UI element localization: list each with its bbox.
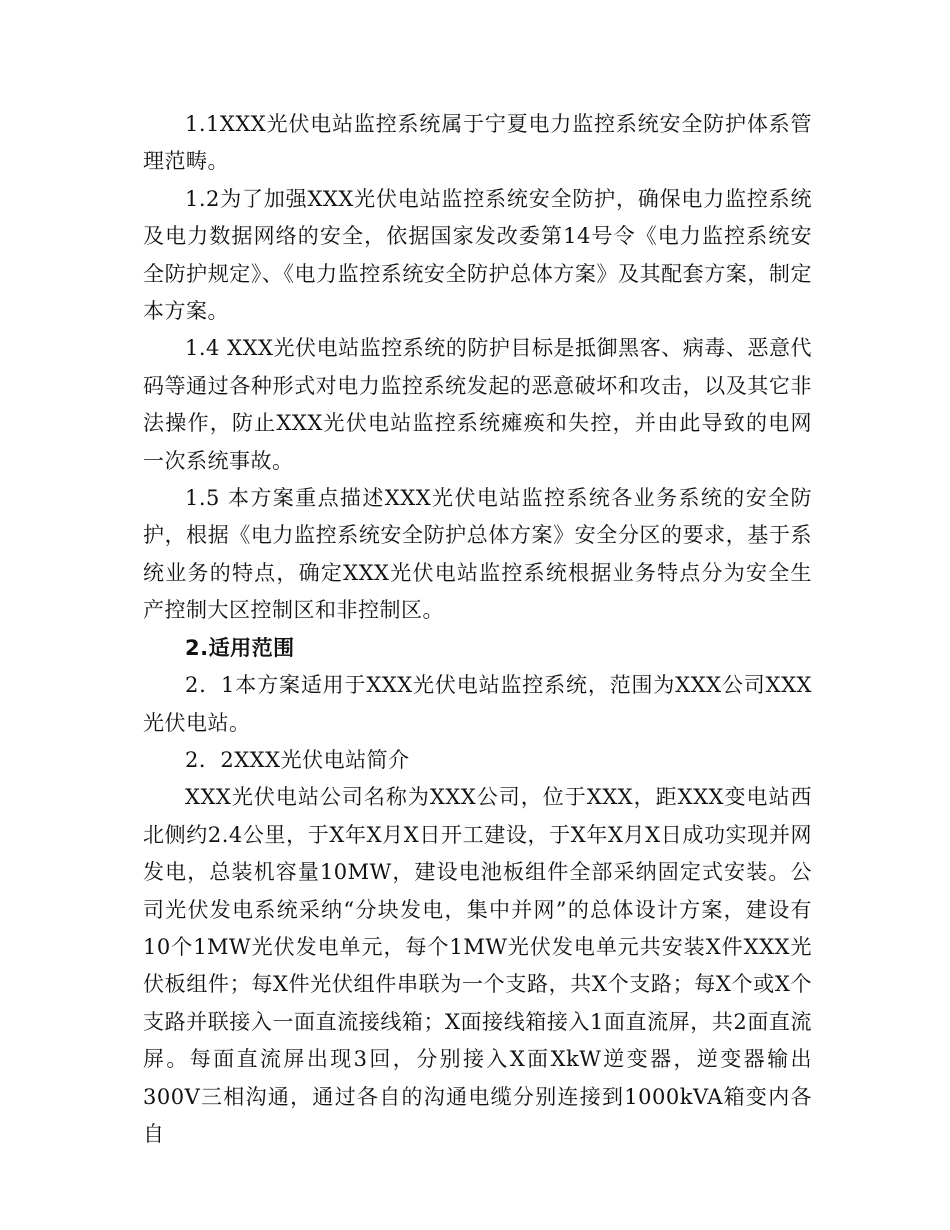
paragraph-2-1: 2．1本方案适用于XXX光伏电站监控系统，范围为XXX公司XXX光伏电站。 bbox=[143, 673, 812, 735]
paragraph-1-5: 1.5 本方案重点描述XXX光伏电站监控系统各业务系统的安全防护，根据《电力监控系统安全防护总体方案》安全分区的要求，基于系统业务的特点，确定XXX光伏电站监控系统根据业务特点分为安全生产控制大区控制区和非控制区。 bbox=[143, 486, 812, 623]
section-heading-scope: 2.适用范围 bbox=[185, 635, 295, 660]
paragraph-1-1: 1.1XXX光伏电站监控系统属于宁夏电力监控系统安全防护体系管理范畴。 bbox=[143, 112, 812, 174]
paragraph-2-2-title: 2．2XXX光伏电站简介 bbox=[185, 747, 410, 772]
paragraph-1-2: 1.2为了加强XXX光伏电站监控系统安全防护，确保电力监控系统及电力数据网络的安全，依据国家发改委第14号令《电力监控系统安全防护规定》、《电力监控系统安全防护总体方案》及其配套方案，制定本方案。 bbox=[143, 186, 812, 324]
paragraph-1-4: 1.4 XXX光伏电站监控系统的防护目标是抵御黑客、病毒、恶意代码等通过各种形式对电力监控系统发起的恶意破坏和攻击，以及其它非法操作，防止XXX光伏电站监控系统瘫痪和失控，并由此导致的电网一次系统事故。 bbox=[143, 336, 812, 473]
paragraph-station-intro: XXX光伏电站公司名称为XXX公司，位于XXX，距XXX变电站西北侧约2.4公里，于X年X月X日开工建设，于X年X月X日成功实现并网发电，总装机容量10MW，建设电池板组件全部采纳固定式安装。公司光伏发电系统采纳“分块发电，集中并网”的总体设计方案，建设有10个1MW光伏发电单元，每个1MW光伏发电单元共安装X件XXX光伏板组件；每X件光伏组件串联为一个支路，共X个支路；每X个或X个支路并联接入一面直流接线箱；X面接线箱接入1面直流屏，共2面直流屏。每面直流屏出现3回，分别接入X面XkW逆变器，逆变器输出300V三相沟通，通过各自的沟通电缆分别连接到1000kVA箱变内各自 bbox=[143, 785, 812, 1146]
